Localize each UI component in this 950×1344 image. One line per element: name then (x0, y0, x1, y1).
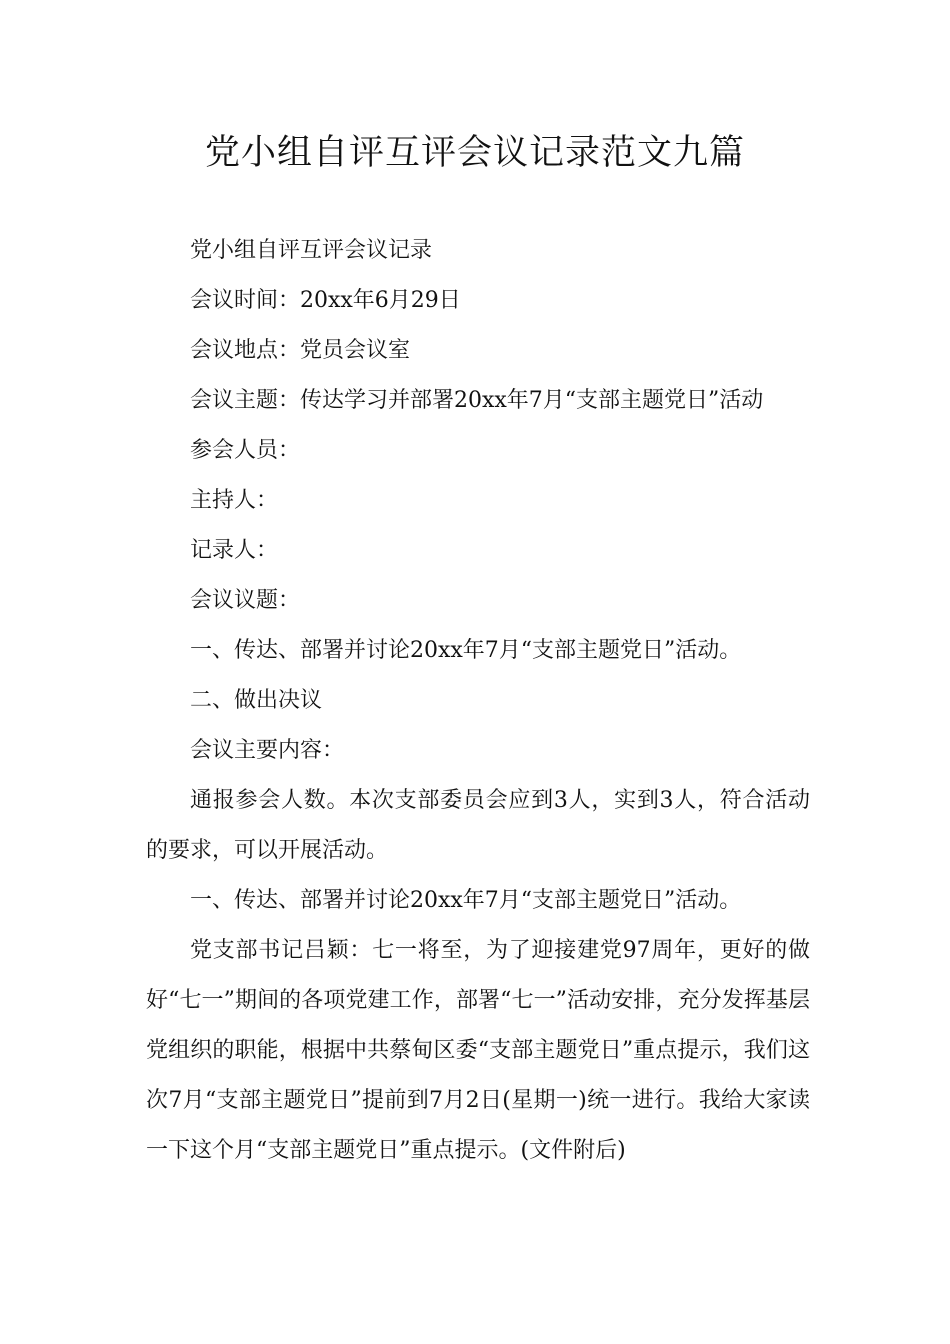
paragraph-main-content-heading: 会议主要内容： (190, 738, 345, 763)
paragraph-agenda-heading: 会议议题： (190, 588, 301, 613)
paragraph-agenda-item-2: 二、做出决议 (190, 688, 323, 713)
paragraph-attendees: 参会人员： (190, 438, 301, 463)
paragraph-host: 主持人： (190, 488, 279, 513)
paragraph-meeting-place: 会议地点：党员会议室 (190, 338, 411, 363)
paragraph-secretary-speech: 党支部书记吕颖：七一将至，为了迎接建党97周年，更好的做好“七一”期间的各项党建工作，部署“七一”活动安排，充分发挥基层党组织的职能，根据中共蔡甸区委“支部主题党日”重点提示，我们这次7月“支部主题党日”提前到7月2日(星期一)统一进行。我给大家读一下这个月“支部主题党日”重点提示。(文件附后) (146, 938, 810, 1163)
paragraph-recorder: 记录人： (190, 538, 279, 563)
paragraph-section-1: 一、传达、部署并讨论20xx年7月“支部主题党日”活动。 (190, 888, 742, 913)
document-title: 党小组自评互评会议记录范文九篇 (204, 133, 745, 173)
paragraph-heading: 党小组自评互评会议记录 (190, 238, 433, 263)
paragraph-meeting-theme: 会议主题：传达学习并部署20xx年7月“支部主题党日”活动 (190, 388, 764, 413)
document-body (146, 226, 810, 1176)
paragraph-agenda-item-1: 一、传达、部署并讨论20xx年7月“支部主题党日”活动。 (190, 638, 742, 663)
paragraph-attendance-report: 通报参会人数。本次支部委员会应到3人，实到3人，符合活动的要求，可以开展活动。 (146, 788, 810, 863)
paragraph-meeting-time: 会议时间：20xx年6月29日 (190, 288, 461, 313)
